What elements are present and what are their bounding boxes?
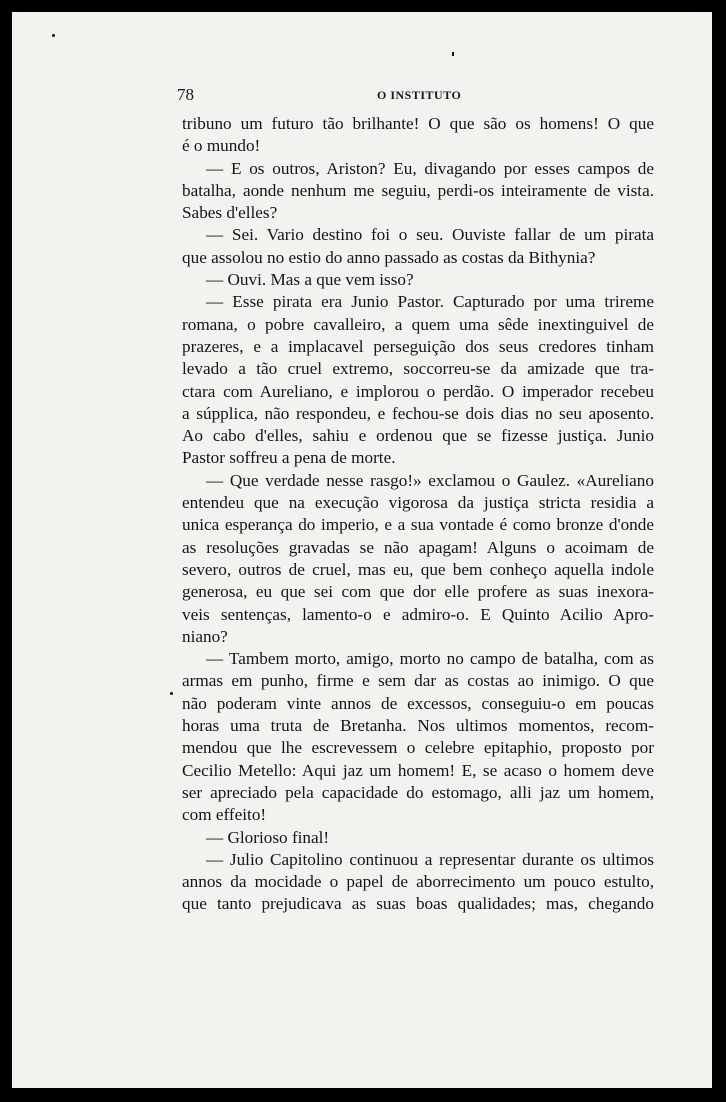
text-line: severo, outros de cruel, mas eu, que bem conheço aquella indole	[182, 559, 654, 579]
text-line: romana, o pobre cavalleiro, a quem uma sêde inextinguivel de	[182, 314, 654, 334]
text-line: ctara com Aureliano, e implorou o perdão. O imperador recebeu	[182, 381, 654, 401]
text-line: niano?	[182, 626, 228, 646]
text-line: — Glorioso final!	[206, 827, 330, 847]
text-line: — Ouvi. Mas a que vem isso?	[206, 270, 414, 290]
text-line: — Esse pirata era Junio Pastor. Capturado por uma trireme	[206, 292, 654, 312]
text-line: Pastor soffreu a pena de morte.	[182, 448, 396, 468]
text-line: batalha, aonde nenhum me seguiu, perdi-os inteiramente de vista.	[182, 180, 654, 200]
text-line: — Sei. Vario destino foi o seu. Ouviste fallar de um pirata	[206, 225, 654, 245]
text-line: mendou que lhe escrevessem o celebre epitaphio, proposto por	[182, 738, 654, 758]
text-line: ser apreciado pela capacidade do estomago, alli jaz um homem,	[182, 782, 654, 802]
text-line: Sabes d'elles?	[182, 203, 278, 223]
page-body-text	[182, 113, 654, 916]
text-line: — Que verdade nesse rasgo!» exclamou o Gaulez. «Aureliano	[206, 470, 654, 490]
text-line: a súpplica, não respondeu, e fechou-se dois dias no seu aposento.	[182, 403, 654, 423]
text-line: entendeu que na execução vigorosa da justiça stricta residia a	[182, 493, 654, 513]
text-line: Ao cabo d'elles, sahiu e ordenou que se fizesse justiça. Junio	[182, 426, 654, 446]
text-line: generosa, eu que sei com que dor elle profere as suas inexora-	[182, 582, 654, 602]
text-line: — E os outros, Ariston? Eu, divagando por esses campos de	[206, 158, 654, 178]
text-line: — Tambem morto, amigo, morto no campo de batalha, com as	[206, 649, 654, 669]
text-line: levado a tão cruel extremo, soccorreu-se da amizade que tra-	[182, 359, 654, 379]
text-line: é o mundo!	[182, 136, 261, 156]
book-page	[12, 12, 712, 1088]
scan-speck	[170, 692, 173, 695]
text-line: armas em punho, firme e sem dar as costas ao inimigo. O que	[182, 671, 654, 691]
scan-speck	[452, 52, 454, 56]
text-line: prazeres, e a implacavel perseguição dos seus credores tinham	[182, 336, 654, 356]
text-line: Cecilio Metello: Aqui jaz um homem! E, se acaso o homem deve	[182, 760, 654, 780]
page-number: 78	[177, 85, 194, 104]
text-line: unica esperança do imperio, e a sua vontade é como bronze d'onde	[182, 515, 654, 535]
text-line: horas uma truta de Bretanha. Nos ultimos momentos, recom-	[182, 716, 654, 736]
scan-speck	[52, 34, 55, 37]
text-line: as resoluções gravadas se não apagam! Alguns o acoimam de	[182, 537, 654, 557]
text-line: que tanto prejudicava as suas boas qualidades; mas, chegando	[182, 894, 654, 914]
text-line: com effeito!	[182, 805, 267, 825]
text-line: annos da mocidade o papel de aborrecimento um pouco estulto,	[182, 872, 654, 892]
text-line: que assolou no estio do anno passado as costas da Bithynia?	[182, 247, 596, 267]
text-line: tribuno um futuro tão brilhante! O que são os homens! O que	[182, 114, 654, 133]
text-line: — Julio Capitolino continuou a representar durante os ultimos	[206, 849, 654, 869]
running-title: O INSTITUTO	[377, 88, 462, 102]
text-line: veis sentenças, lamento-o e admiro-o. E Quinto Acilio Apro-	[182, 604, 654, 624]
text-line: não poderam vinte annos de excessos, conseguiu-o em poucas	[182, 693, 654, 713]
